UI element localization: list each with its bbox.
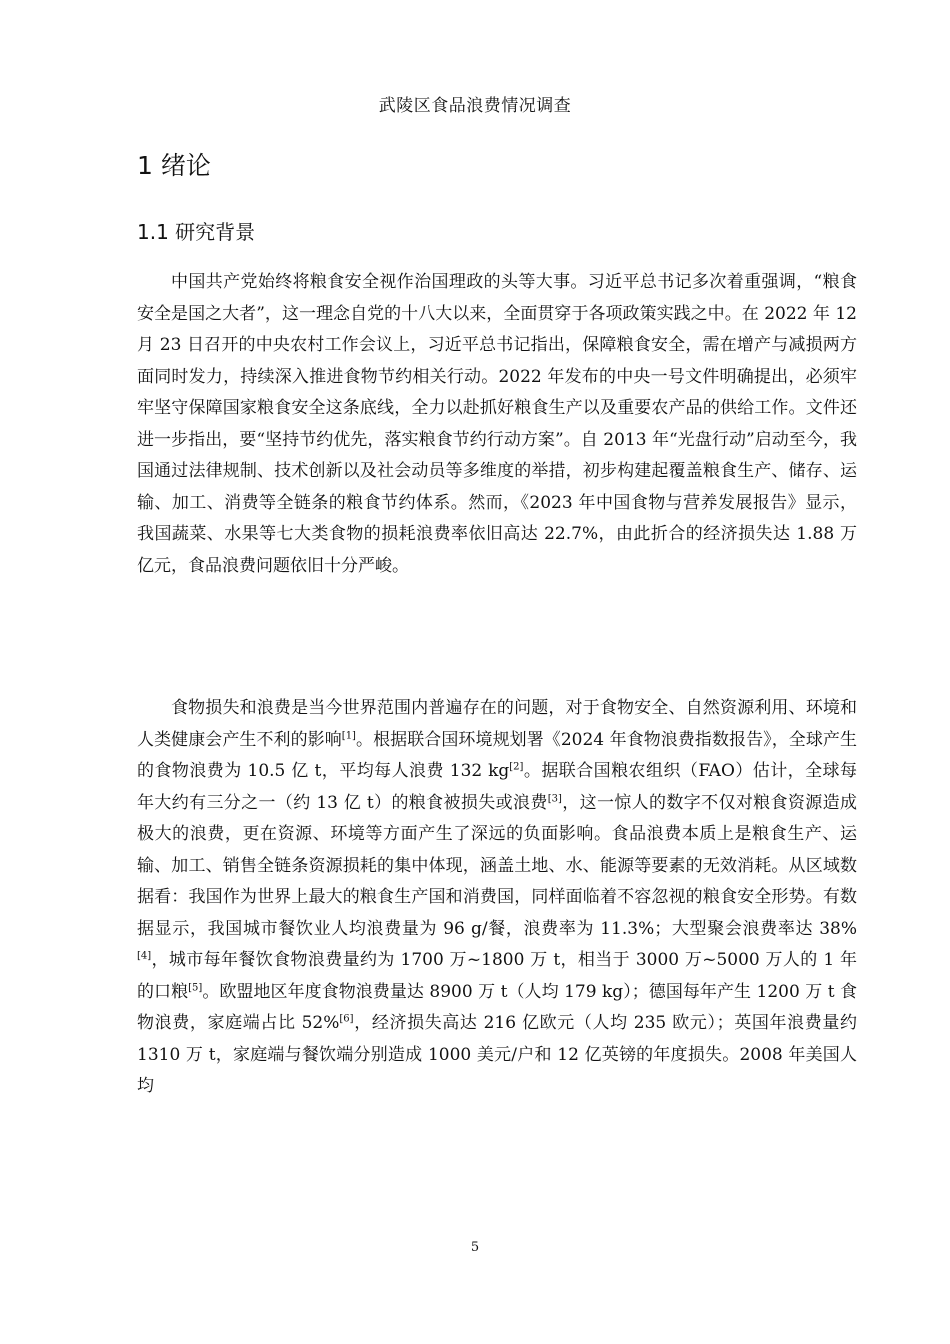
citation-4: [4] bbox=[137, 950, 152, 962]
citation-1: [1] bbox=[341, 729, 356, 741]
paragraph-2-segment: ，城市每年餐饮食物浪费量约为 1700 万~1800 万 t，相当于 3000 万~5000 万人的 1 年的口粮 bbox=[137, 950, 857, 1002]
paragraph-1 bbox=[137, 267, 857, 582]
paragraph-2-segment: 食物损失和浪费是当今世界范围内普遍存在的问题，对于食物安全、自然资源利用、环境和人类健康会产生不利的影响 bbox=[137, 698, 857, 750]
paragraph-2-segment: ，经济损失高达 216 亿欧元（人均 235 欧元）；英国年浪费量约 1310 万 t，家庭端与餐饮端分别造成 1000 美元/户和 12 亿英镑的年度损失。2008 年美国人均 bbox=[137, 1013, 857, 1096]
paragraph-2 bbox=[137, 693, 857, 1103]
paragraph-2-segment: 。欧盟地区年度食物浪费量达 8900 万 t（人均 179 kg）；德国每年产生 1200 万 t 食物浪费，家庭端占比 52% bbox=[137, 981, 857, 1033]
paragraph-2-segment: ，这一惊人的数字不仅对粮食资源造成极大的浪费，更在资源、环境等方面产生了深远的负面影响。食品浪费本质上是粮食生产、运输、加工、销售全链条资源损耗的集中体现，涵盖土地、水、能源等要素的无效消耗。从区域数据看：我国作为世界上最大的粮食生产国和消费国，同样面临着不容忽视的粮食安全形势。有数据显示，我国城市餐饮业人均浪费量为 96 g/餐，浪费率为 11.3%；大型聚会浪费率达 38% bbox=[137, 792, 857, 939]
citation-5: [5] bbox=[188, 981, 203, 993]
document-title: 武陵区食品浪费情况调查 bbox=[378, 96, 572, 116]
page-number: 5 bbox=[470, 1240, 480, 1255]
citation-6: [6] bbox=[339, 1013, 354, 1025]
section-heading: 1 绪论 bbox=[137, 151, 211, 180]
citation-3: [3] bbox=[547, 792, 562, 804]
paragraph-1-text: 中国共产党始终将粮食安全视作治国理政的头等大事。习近平总书记多次着重强调，“粮食安全是国之大者”，这一理念自党的十八大以来，全面贯穿于各项政策实践之中。在 2022 年 12 月 23 日召开的中央农村工作会议上，习近平总书记指出，保障粮食安全，需在增产与减损两方面同时发力，持续深入推进食物节约相关行动。2022 年发布的中央一号文件明确提出，必须牢牢坚守保障国家粮食安全这条底线，全力以赴抓好粮食生产以及重要农产品的供给工作。文件还进一步指出，要“坚持节约优先，落实粮食节约行动方案”。自 2013 年“光盘行动”启动至今，我国通过法律规制、技术创新以及社会动员等多维度的举措，初步构建起覆盖粮食生产、储存、运输、加工、消费等全链条的粮食节约体系。然而，《2023 年中国食物与营养发展报告》显示，我国蔬菜、水果等七大类食物的损耗浪费率依旧高达 22.7%，由此折合的经济损失达 1.88 万亿元，食品浪费问题依旧十分严峻。 bbox=[137, 272, 857, 576]
paragraph-2-text bbox=[137, 693, 857, 1103]
citation-2: [2] bbox=[509, 761, 524, 773]
paragraph-2-segment: 。据联合国粮农组织（FAO）估计，全球每年大约有三分之一（约 13 亿 t）的粮食被损失或浪费 bbox=[137, 761, 857, 813]
subsection-heading: 1.1 研究背景 bbox=[137, 220, 256, 244]
paragraph-2-segment: 。根据联合国环境规划署《2024 年食物浪费指数报告》，全球产生的食物浪费为 10.5 亿 t，平均每人浪费 132 kg bbox=[137, 729, 857, 781]
